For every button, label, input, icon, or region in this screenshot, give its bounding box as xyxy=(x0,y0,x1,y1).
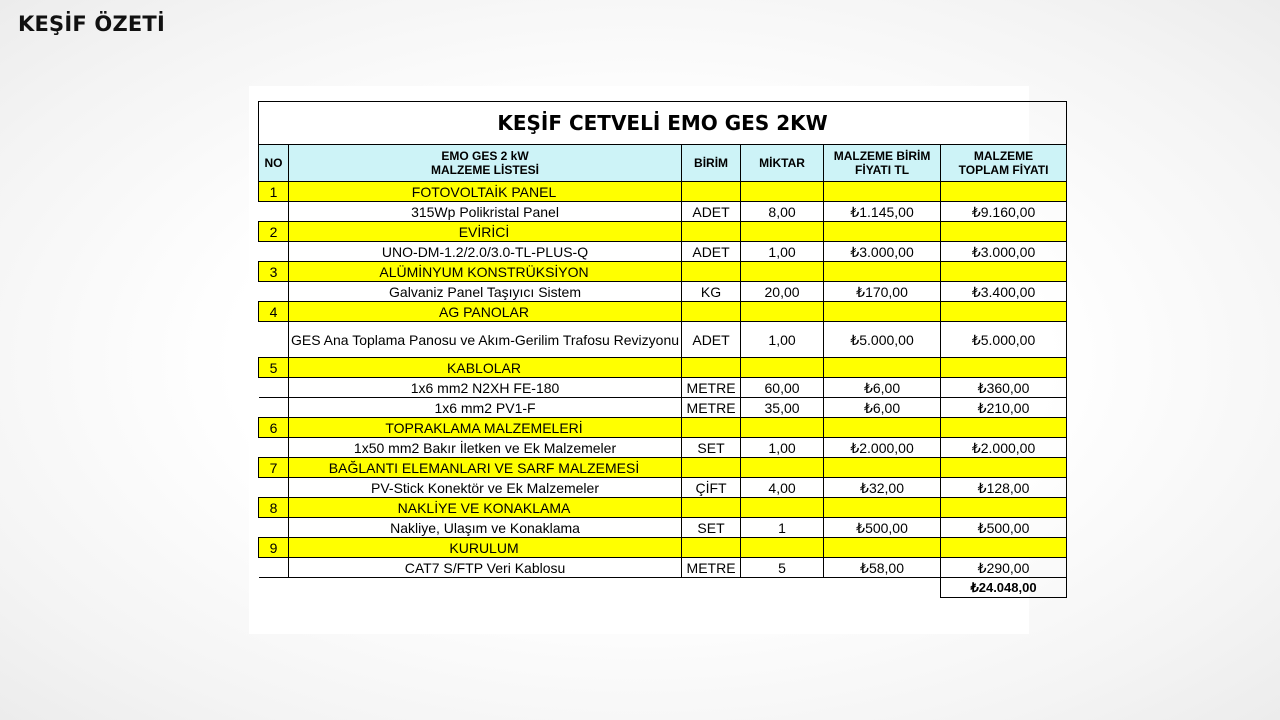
section-name: EVİRİCİ xyxy=(289,222,682,242)
grand-total-value: ₺24.048,00 xyxy=(941,578,1067,598)
discovery-table xyxy=(258,101,1067,598)
item-no-empty xyxy=(259,438,289,458)
item-unit-price: ₺1.145,00 xyxy=(824,202,941,222)
section-no: 3 xyxy=(259,262,289,282)
col-header-item-line1: EMO GES 2 kW xyxy=(441,149,529,163)
section-total-empty xyxy=(941,498,1067,518)
item-total: ₺290,00 xyxy=(941,558,1067,578)
item-total: ₺3.400,00 xyxy=(941,282,1067,302)
slide-title: KEŞİF ÖZETİ xyxy=(18,12,165,36)
item-unit-price: ₺500,00 xyxy=(824,518,941,538)
item-no-empty xyxy=(259,558,289,578)
item-row xyxy=(259,398,1067,418)
item-total: ₺500,00 xyxy=(941,518,1067,538)
item-name: 1x50 mm2 Bakır İletken ve Ek Malzemeler xyxy=(289,438,682,458)
item-unit: METRE xyxy=(682,378,741,398)
item-row xyxy=(259,438,1067,458)
section-unit-empty xyxy=(682,182,741,202)
item-row xyxy=(259,378,1067,398)
item-unit-price: ₺3.000,00 xyxy=(824,242,941,262)
section-no: 9 xyxy=(259,538,289,558)
section-name: FOTOVOLTAİK PANEL xyxy=(289,182,682,202)
section-no: 8 xyxy=(259,498,289,518)
section-unit-price-empty xyxy=(824,538,941,558)
item-name: 1x6 mm2 N2XH FE-180 xyxy=(289,378,682,398)
section-unit-empty xyxy=(682,458,741,478)
col-header-item xyxy=(289,145,682,182)
col-header-unit-price-line1: MALZEME BİRİM xyxy=(833,149,931,163)
item-name: PV-Stick Konektör ve Ek Malzemeler xyxy=(289,478,682,498)
section-unit-price-empty xyxy=(824,358,941,378)
section-unit-price-empty xyxy=(824,418,941,438)
item-no-empty xyxy=(259,322,289,358)
item-unit: SET xyxy=(682,438,741,458)
item-row xyxy=(259,518,1067,538)
item-unit-price: ₺5.000,00 xyxy=(824,322,941,358)
col-header-item-line2: MALZEME LİSTESİ xyxy=(431,163,540,177)
col-header-no: NO xyxy=(259,145,289,182)
section-qty-empty xyxy=(741,418,824,438)
section-unit-empty xyxy=(682,538,741,558)
item-name: 1x6 mm2 PV1-F xyxy=(289,398,682,418)
section-total-empty xyxy=(941,182,1067,202)
section-total-empty xyxy=(941,358,1067,378)
section-name: NAKLİYE VE KONAKLAMA xyxy=(289,498,682,518)
section-row xyxy=(259,222,1067,242)
item-unit: ADET xyxy=(682,242,741,262)
total-row-empty xyxy=(824,578,941,598)
item-name: Nakliye, Ulaşım ve Konaklama xyxy=(289,518,682,538)
item-unit: KG xyxy=(682,282,741,302)
total-row-empty xyxy=(682,578,741,598)
section-no: 4 xyxy=(259,302,289,322)
item-qty: 60,00 xyxy=(741,378,824,398)
section-name: AG PANOLAR xyxy=(289,302,682,322)
section-qty-empty xyxy=(741,538,824,558)
section-total-empty xyxy=(941,302,1067,322)
item-no-empty xyxy=(259,282,289,302)
section-row xyxy=(259,418,1067,438)
col-header-unit-price xyxy=(824,145,941,182)
grand-total-row xyxy=(259,578,1067,598)
section-qty-empty xyxy=(741,222,824,242)
item-unit: SET xyxy=(682,518,741,538)
section-row xyxy=(259,498,1067,518)
section-name: KURULUM xyxy=(289,538,682,558)
item-name: Galvaniz Panel Taşıyıcı Sistem xyxy=(289,282,682,302)
item-unit-price: ₺6,00 xyxy=(824,398,941,418)
item-unit: METRE xyxy=(682,558,741,578)
table-title: KEŞİF CETVELİ EMO GES 2KW xyxy=(259,102,1067,145)
section-no: 1 xyxy=(259,182,289,202)
section-unit-price-empty xyxy=(824,182,941,202)
section-unit-empty xyxy=(682,358,741,378)
item-row xyxy=(259,202,1067,222)
item-total: ₺5.000,00 xyxy=(941,322,1067,358)
item-name: CAT7 S/FTP Veri Kablosu xyxy=(289,558,682,578)
item-total: ₺3.000,00 xyxy=(941,242,1067,262)
section-row xyxy=(259,262,1067,282)
col-header-qty: MİKTAR xyxy=(741,145,824,182)
item-no-empty xyxy=(259,478,289,498)
section-no: 5 xyxy=(259,358,289,378)
item-row xyxy=(259,558,1067,578)
section-unit-empty xyxy=(682,262,741,282)
section-row xyxy=(259,458,1067,478)
section-name: KABLOLAR xyxy=(289,358,682,378)
item-qty: 5 xyxy=(741,558,824,578)
section-total-empty xyxy=(941,222,1067,242)
item-name: GES Ana Toplama Panosu ve Akım-Gerilim Trafosu Revizyonu xyxy=(289,322,682,358)
section-unit-empty xyxy=(682,498,741,518)
item-qty: 1,00 xyxy=(741,242,824,262)
section-row xyxy=(259,538,1067,558)
item-qty: 20,00 xyxy=(741,282,824,302)
section-total-empty xyxy=(941,262,1067,282)
item-total: ₺2.000,00 xyxy=(941,438,1067,458)
section-total-empty xyxy=(941,458,1067,478)
item-unit-price: ₺2.000,00 xyxy=(824,438,941,458)
section-unit-price-empty xyxy=(824,458,941,478)
item-qty: 1,00 xyxy=(741,438,824,458)
total-row-empty xyxy=(289,578,682,598)
table-header-row xyxy=(259,145,1067,182)
section-row xyxy=(259,302,1067,322)
col-header-total-price xyxy=(941,145,1067,182)
section-no: 2 xyxy=(259,222,289,242)
section-unit-price-empty xyxy=(824,262,941,282)
item-unit-price: ₺32,00 xyxy=(824,478,941,498)
item-no-empty xyxy=(259,202,289,222)
item-unit: ÇİFT xyxy=(682,478,741,498)
section-qty-empty xyxy=(741,458,824,478)
section-qty-empty xyxy=(741,358,824,378)
section-unit-empty xyxy=(682,418,741,438)
item-unit: ADET xyxy=(682,202,741,222)
section-no: 7 xyxy=(259,458,289,478)
item-qty: 1,00 xyxy=(741,322,824,358)
item-total: ₺210,00 xyxy=(941,398,1067,418)
section-unit-price-empty xyxy=(824,222,941,242)
item-row xyxy=(259,478,1067,498)
item-unit-price: ₺170,00 xyxy=(824,282,941,302)
section-unit-empty xyxy=(682,222,741,242)
section-qty-empty xyxy=(741,182,824,202)
section-name: ALÜMİNYUM KONSTRÜKSİYON xyxy=(289,262,682,282)
item-row xyxy=(259,322,1067,358)
col-header-unit: BİRİM xyxy=(682,145,741,182)
item-total: ₺9.160,00 xyxy=(941,202,1067,222)
item-total: ₺360,00 xyxy=(941,378,1067,398)
section-no: 6 xyxy=(259,418,289,438)
item-row xyxy=(259,282,1067,302)
item-no-empty xyxy=(259,518,289,538)
section-qty-empty xyxy=(741,498,824,518)
item-qty: 35,00 xyxy=(741,398,824,418)
section-total-empty xyxy=(941,538,1067,558)
item-qty: 8,00 xyxy=(741,202,824,222)
item-no-empty xyxy=(259,398,289,418)
item-total: ₺128,00 xyxy=(941,478,1067,498)
section-unit-price-empty xyxy=(824,302,941,322)
section-row xyxy=(259,358,1067,378)
section-unit-empty xyxy=(682,302,741,322)
col-header-total-price-line2: TOPLAM FİYATI xyxy=(958,163,1049,177)
section-qty-empty xyxy=(741,302,824,322)
section-total-empty xyxy=(941,418,1067,438)
section-name: BAĞLANTI ELEMANLARI VE SARF MALZEMESİ xyxy=(289,458,682,478)
section-row xyxy=(259,182,1067,202)
item-name: UNO-DM-1.2/2.0/3.0-TL-PLUS-Q xyxy=(289,242,682,262)
item-unit: ADET xyxy=(682,322,741,358)
item-unit: METRE xyxy=(682,398,741,418)
item-no-empty xyxy=(259,378,289,398)
item-unit-price: ₺6,00 xyxy=(824,378,941,398)
section-name: TOPRAKLAMA MALZEMELERİ xyxy=(289,418,682,438)
total-row-empty xyxy=(259,578,289,598)
col-header-unit-price-line2: FİYATI TL xyxy=(855,163,910,177)
section-qty-empty xyxy=(741,262,824,282)
total-row-empty xyxy=(741,578,824,598)
item-qty: 4,00 xyxy=(741,478,824,498)
item-qty: 1 xyxy=(741,518,824,538)
item-no-empty xyxy=(259,242,289,262)
item-row xyxy=(259,242,1067,262)
section-unit-price-empty xyxy=(824,498,941,518)
item-name: 315Wp Polikristal Panel xyxy=(289,202,682,222)
item-unit-price: ₺58,00 xyxy=(824,558,941,578)
col-header-total-price-line1: MALZEME xyxy=(973,149,1034,163)
